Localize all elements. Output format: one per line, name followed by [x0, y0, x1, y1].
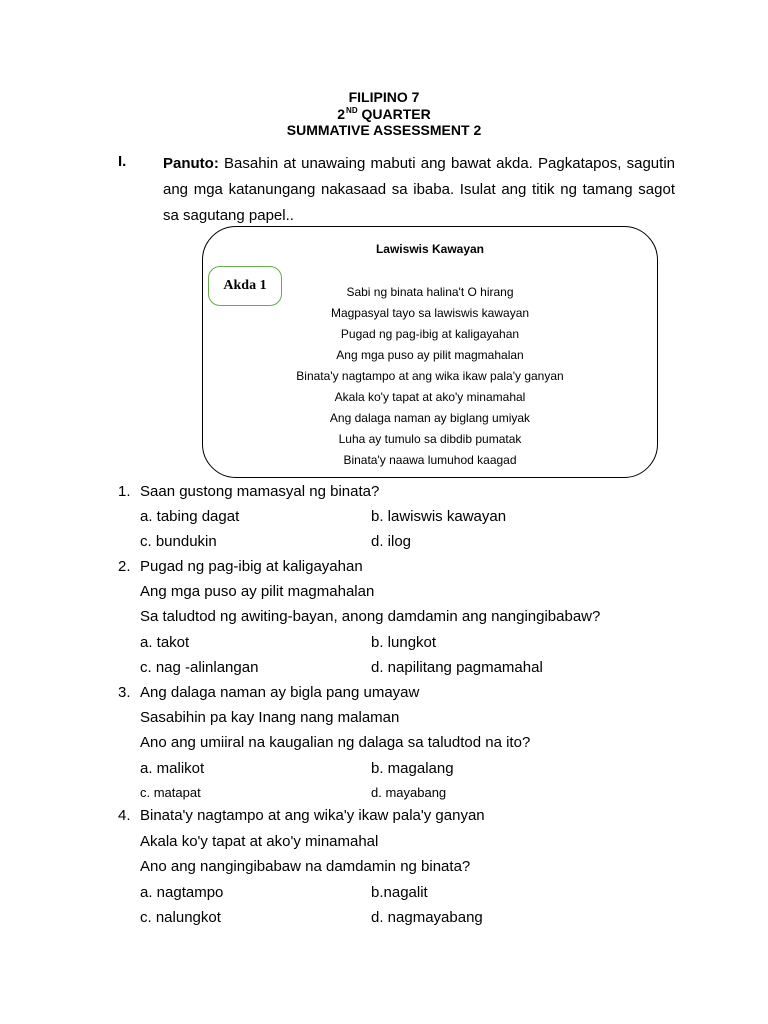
- question-text: Ang dalaga naman ay bigla pang umayaw: [140, 684, 420, 701]
- question-text: Pugad ng pag-ibig at kaligayahan: [140, 558, 363, 575]
- answer-option-a: a. takot: [140, 634, 190, 651]
- poem-line: Ang dalaga naman ay biglang umiyak: [329, 411, 531, 425]
- poem-title: Lawiswis Kawayan: [375, 242, 485, 256]
- poem-line: Binata'y naawa lumuhod kaagad: [343, 453, 517, 467]
- poem-line: Sabi ng binata halina't O hirang: [346, 285, 514, 299]
- poem-line: Akala ko'y tapat at ako'y minamahal: [334, 390, 526, 404]
- question-text: Sasabihin pa kay Inang nang malaman: [140, 709, 400, 726]
- answer-option-a: a. malikot: [140, 760, 205, 777]
- answer-option-c: c. bundukin: [140, 533, 217, 550]
- assessment-title: SUMMATIVE ASSESSMENT 2: [286, 122, 482, 138]
- subject-title: FILIPINO 7: [348, 89, 420, 105]
- question-text: Ano ang nangingibabaw na damdamin ng binata?: [140, 858, 471, 875]
- answer-option-c: c. matapat: [140, 785, 201, 800]
- answer-option-d: d. nagmayabang: [371, 909, 483, 926]
- answer-option-b: b. lungkot: [371, 634, 437, 651]
- akda-label: Akda 1: [208, 266, 282, 306]
- quarter-number: 2: [337, 106, 346, 122]
- answer-option-a: a. nagtampo: [140, 884, 224, 901]
- poem-line: Luha ay tumulo sa dibdib pumatak: [338, 432, 522, 446]
- question-number: 2.: [118, 558, 131, 575]
- poem-line: Magpasyal tayo sa lawiswis kawayan: [330, 306, 530, 320]
- question-number: 4.: [118, 807, 131, 824]
- answer-option-b: b.nagalit: [371, 884, 428, 901]
- answer-option-b: b. lawiswis kawayan: [371, 508, 507, 525]
- answer-option-c: c. nalungkot: [140, 909, 221, 926]
- question-text: Ang mga puso ay pilit magmahalan: [140, 583, 375, 600]
- question-text: Ano ang umiiral na kaugalian ng dalaga sa taludtod na ito?: [140, 734, 531, 751]
- instructions-text: Basahin at unawaing mabuti ang bawat akda. Pagkatapos, sagutin ang mga katanungang nakasaad sa ibaba. Isulat ang titik ng tamang sagot sa sagutang papel..: [163, 155, 675, 224]
- answer-option-d: d. napilitang pagmamahal: [371, 659, 543, 676]
- instructions-paragraph: [163, 151, 675, 229]
- answer-option-d: d. ilog: [371, 533, 412, 550]
- answer-option-c: c. nag -alinlangan: [140, 659, 259, 676]
- question-text: Saan gustong mamasyal ng binata?: [140, 483, 380, 500]
- quarter-ordinal: ND: [346, 106, 358, 115]
- question-number: 3.: [118, 684, 131, 701]
- poem-line: Pugad ng pag-ibig at kaligayahan: [340, 327, 520, 341]
- instructions-lead: Panuto:: [163, 155, 219, 172]
- quarter-word: QUARTER: [357, 106, 431, 122]
- question-text: Sa taludtod ng awiting-bayan, anong damdamin ang nangingibabaw?: [140, 608, 601, 625]
- answer-option-d: d. mayabang: [371, 785, 447, 800]
- question-text: Binata'y nagtampo at ang wika'y ikaw pala'y ganyan: [140, 807, 485, 824]
- poem-line: Binata'y nagtampo at ang wika ikaw pala'y ganyan: [296, 369, 564, 383]
- poem-line: Ang mga puso ay pilit magmahalan: [336, 348, 524, 362]
- question-number: 1.: [118, 483, 131, 500]
- question-text: Akala ko'y tapat at ako'y minamahal: [140, 833, 379, 850]
- answer-option-a: a. tabing dagat: [140, 508, 240, 525]
- quarter-title: [0, 106, 768, 122]
- section-numeral: I.: [118, 153, 127, 170]
- answer-option-b: b. magalang: [371, 760, 454, 777]
